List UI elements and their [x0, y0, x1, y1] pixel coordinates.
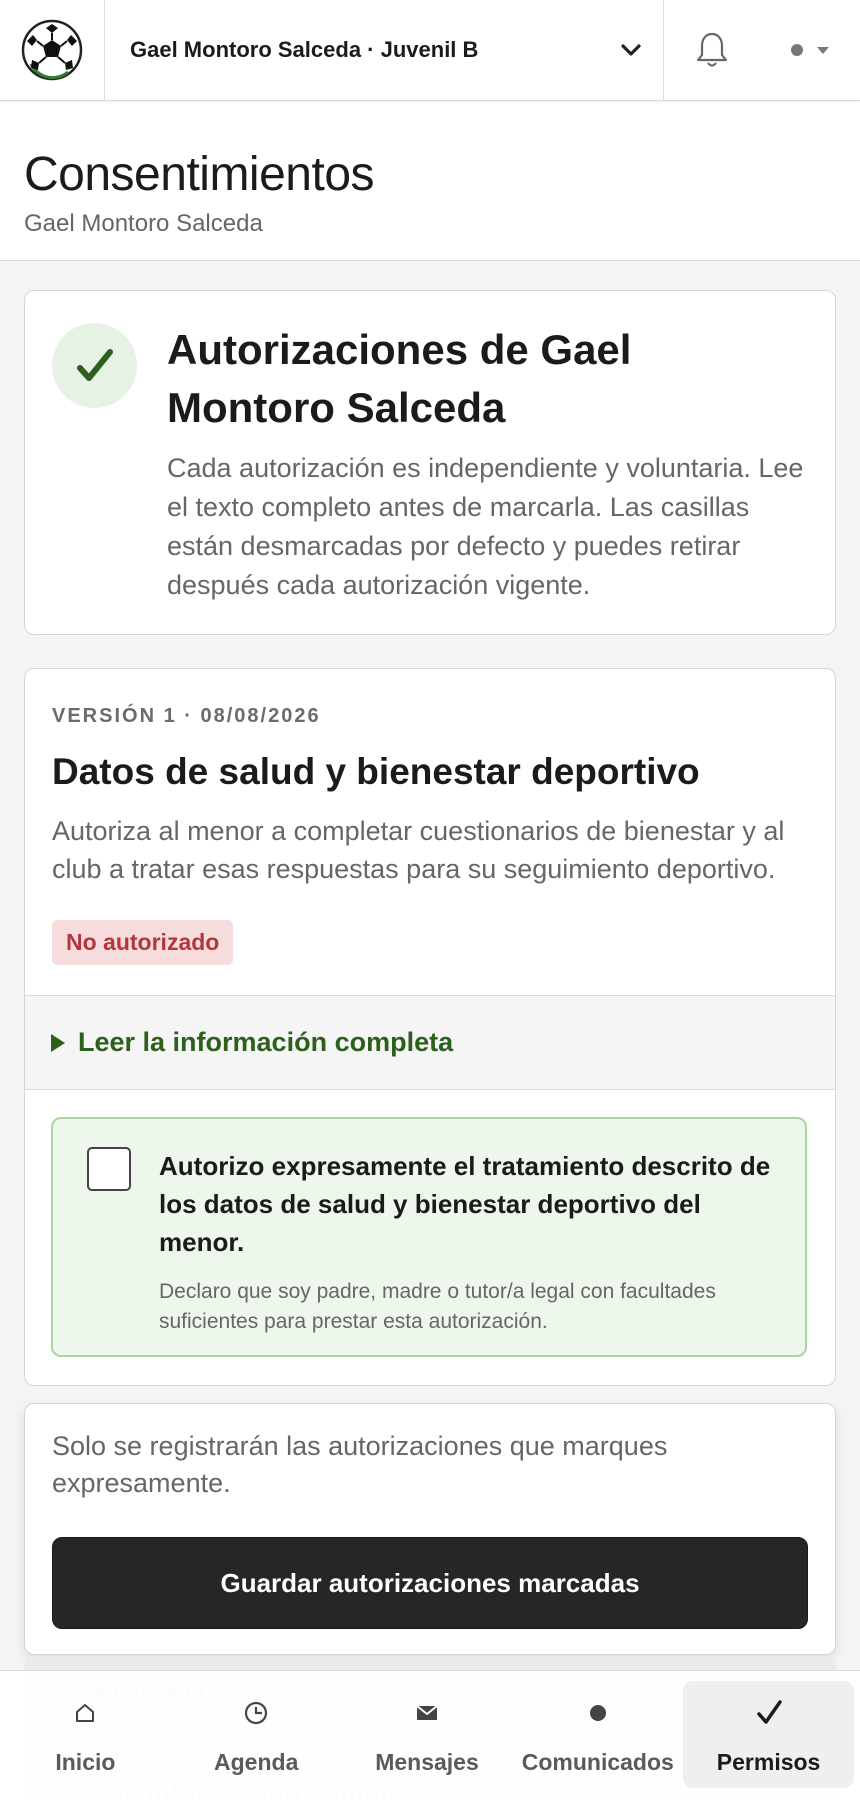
intro-check-badge	[52, 323, 137, 408]
team-selector-label: Gael Montoro Salceda · Juvenil B	[130, 37, 479, 62]
consent-checkbox-field[interactable]	[51, 1117, 807, 1357]
consent-checkbox-note: Declaro que soy padre, madre o tutor/a legal con facultades suficientes para prestar esta autorización.	[159, 1280, 716, 1333]
details-toggle[interactable]	[25, 995, 835, 1090]
nav-item-mensajes[interactable]	[342, 1671, 513, 1800]
check-icon	[75, 346, 115, 386]
bottom-nav	[0, 1670, 860, 1800]
intro-title: Autorizaciones de Gael Montoro Salceda	[167, 326, 632, 431]
team-selector[interactable]	[105, 0, 664, 100]
nav-item-label: Inicio	[55, 1749, 116, 1775]
consent-description: Autoriza al menor a completar cuestionarios de bienestar y al club a tratar esas respuestas para su seguimiento deportivo.	[52, 816, 785, 884]
intro-card	[24, 290, 836, 635]
save-authorizations-button[interactable]: Guardar autorizaciones marcadas	[52, 1537, 808, 1629]
page-header	[0, 101, 860, 261]
nav-item-label: Permisos	[716, 1749, 821, 1775]
nav-item-label: Comunicados	[521, 1749, 674, 1775]
status-badge: No autorizado	[52, 920, 233, 965]
details-toggle-label: Leer la información completa	[78, 1027, 454, 1057]
consent-checkbox-label: Autorizo expresamente el tratamiento descrito de los datos de salud y bienestar deportivo del menor.	[159, 1151, 771, 1257]
notifications-button[interactable]	[664, 0, 760, 100]
user-menu[interactable]	[760, 0, 860, 100]
bell-icon	[695, 31, 729, 69]
page-title: Consentimientos	[24, 148, 375, 201]
consent-card	[24, 668, 836, 1386]
save-note: Solo se registrarán las autorizaciones que marques expresamente.	[52, 1431, 668, 1498]
avatar	[791, 44, 803, 56]
nav-item-label: Agenda	[214, 1749, 299, 1775]
check-icon	[755, 1693, 783, 1733]
nav-item-comunicados[interactable]	[512, 1671, 683, 1800]
home-icon	[74, 1693, 96, 1733]
intro-body	[167, 321, 809, 604]
clock-icon	[243, 1693, 269, 1733]
consent-header	[25, 669, 835, 965]
triangle-right-icon	[51, 1034, 65, 1052]
top-bar	[0, 0, 860, 101]
caret-down-icon	[817, 47, 829, 54]
consent-checkbox[interactable]	[87, 1147, 131, 1191]
club-logo[interactable]	[0, 0, 105, 100]
save-card	[24, 1403, 836, 1655]
intro-text: Cada autorización es independiente y voluntaria. Lee el texto completo antes de marcarla. Las casillas están desmarcadas por defecto y puedes retirar después cada autorización vigente.	[167, 453, 804, 600]
nav-item-agenda[interactable]	[171, 1671, 342, 1800]
nav-item-inicio[interactable]	[0, 1671, 171, 1800]
consent-version: VERSIÓN 1 · 08/08/2026	[52, 705, 321, 727]
dot-icon	[590, 1693, 606, 1733]
page-subtitle: Gael Montoro Salceda	[24, 209, 263, 237]
nav-item-label: Mensajes	[375, 1749, 479, 1775]
soccer-ball-icon	[21, 19, 83, 81]
consent-checkbox-text	[159, 1147, 777, 1355]
nav-item-permisos[interactable]	[683, 1681, 854, 1788]
chevron-down-icon	[621, 43, 641, 57]
envelope-icon	[415, 1693, 439, 1733]
consent-title: Datos de salud y bienestar deportivo	[52, 751, 700, 792]
